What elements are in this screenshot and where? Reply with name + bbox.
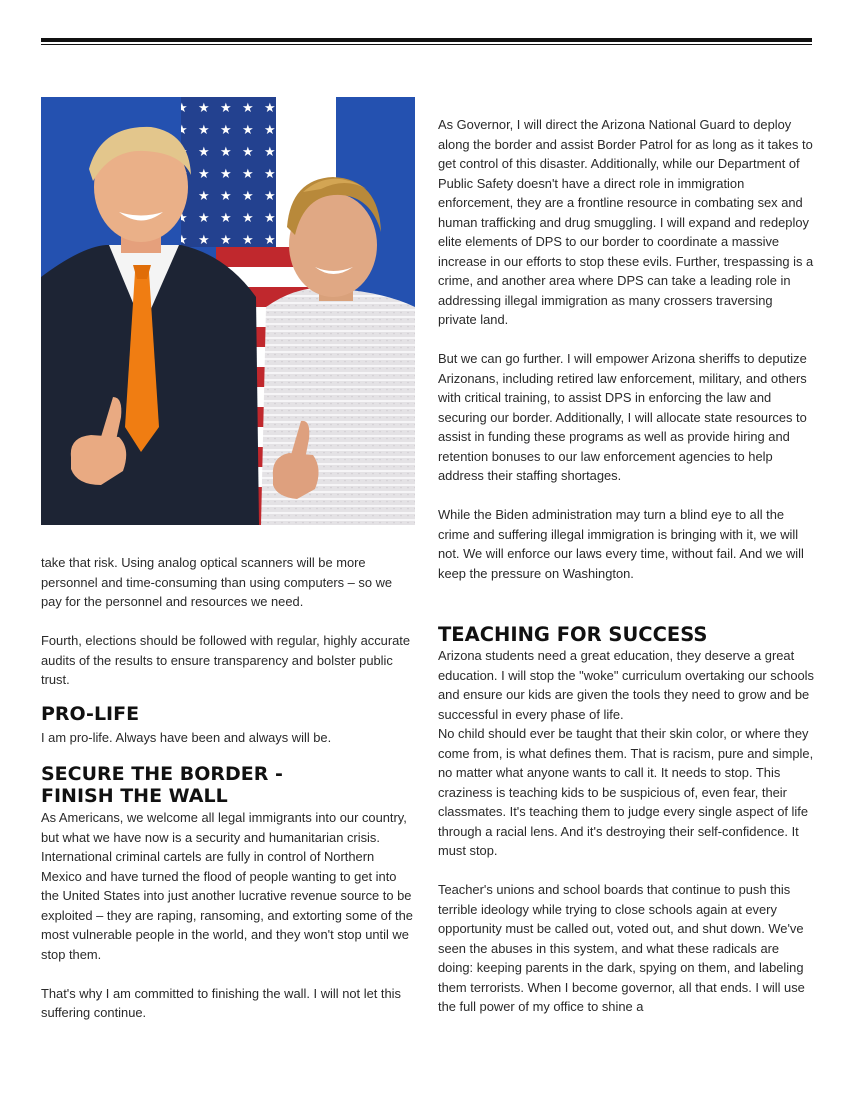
paragraph: As Governor, I will direct the Arizona National Guard to deploy along the border and assist Border Patrol for as long as it takes to get control of this disaster. Additionally, while our Department of Public Safety doesn't have a direct role in immigration enforcement, they are a frontline resource in combating sex and human trafficking and drug smuggling. I will expand and redeploy elite elements of DPS to our border to coordinate a massive increase in our efforts to stop these evils. Further, trespassing is a crime, and another area where DPS can take a leading role in addressing illegal immigration as many crossers traversing private land. — [438, 117, 814, 327]
campaign-photo — [41, 97, 415, 525]
heading-line: SECURE THE BORDER - — [41, 763, 283, 785]
pro-life-heading: PRO-LIFE — [41, 703, 140, 725]
secure-border-section — [41, 808, 415, 1023]
paragraph: As Americans, we welcome all legal immigrants into our country, but what we have now is a security and humanitarian crisis. International criminal cartels are fully in control of Northern Mexico and have turned the flood of people wanting to get into the United States into just another lucrative revenue source to be exploited – they are raping, ransoming, and extorting some of the most vulnerable people in the world, and they won't stop until we stop them. — [41, 810, 413, 962]
header-rule-thin — [41, 44, 812, 45]
header-rule-thick — [41, 38, 812, 42]
left-column-top — [41, 553, 415, 690]
pro-life-section — [41, 728, 415, 748]
paragraph: I am pro-life. Always have been and always will be. — [41, 730, 332, 745]
paragraph: Fourth, elections should be followed with regular, highly accurate audits of the results to ensure transparency and bolster public trust. — [41, 633, 411, 687]
paragraph: Teacher's unions and school boards that continue to push this terrible ideology while trying to close schools again at every opportunity must be called out, voted out, and shut down. We've seen the abuses in this system, and what these radicals are doing: keeping parents in the dark, spying on them, and labeling them terrorists. When I become governor, all that ends. I will use the full power of my office to shine a — [438, 882, 805, 1014]
paragraph: No child should ever be taught that their skin color, or where they come from, is what defines them. That is racism, pure and simple, no matter what anyone wants to call it. It needs to stop. This craziness is teaching kids to be suspicious of, even fear, their classmates. It's teaching them to judge every single aspect of life through a racial lens. And it's destroying their self-confidence. It must stop. — [438, 726, 814, 858]
paragraph: Arizona students need a great education, they deserve a great education. I will stop the "woke" curriculum overtaking our schools and ensure our kids are given the tools they need to grow and be successful in every phase of life. — [438, 648, 814, 722]
secure-border-heading — [41, 763, 415, 807]
paragraph: But we can go further. I will empower Arizona sheriffs to deputize Arizonans, including retired law enforcement, military, and others with critical training, to assist DPS in enforcing the law and securing our border. Additionally, I will allocate state resources to assist in funding these programs as well as provide hiring and retention bonuses to our law enforcement agencies to help address their staffing shortages. — [438, 351, 807, 483]
heading-line: FINISH THE WALL — [41, 785, 228, 807]
paragraph: While the Biden administration may turn a blind eye to all the crime and suffering illegal immigration is bringing with it, we will not. We will enforce our laws every time, without fail. And we will keep the pressure on Washington. — [438, 507, 804, 581]
teaching-heading: TEACHING FOR SUCCESS — [438, 623, 708, 646]
paragraph: take that risk. Using analog optical scanners will be more personnel and time-consuming than using computers – so we pay for the personnel and resources we need. — [41, 555, 393, 609]
right-column — [438, 115, 814, 1017]
paragraph: That's why I am committed to finishing the wall. I will not let this suffering continue. — [41, 985, 401, 1020]
